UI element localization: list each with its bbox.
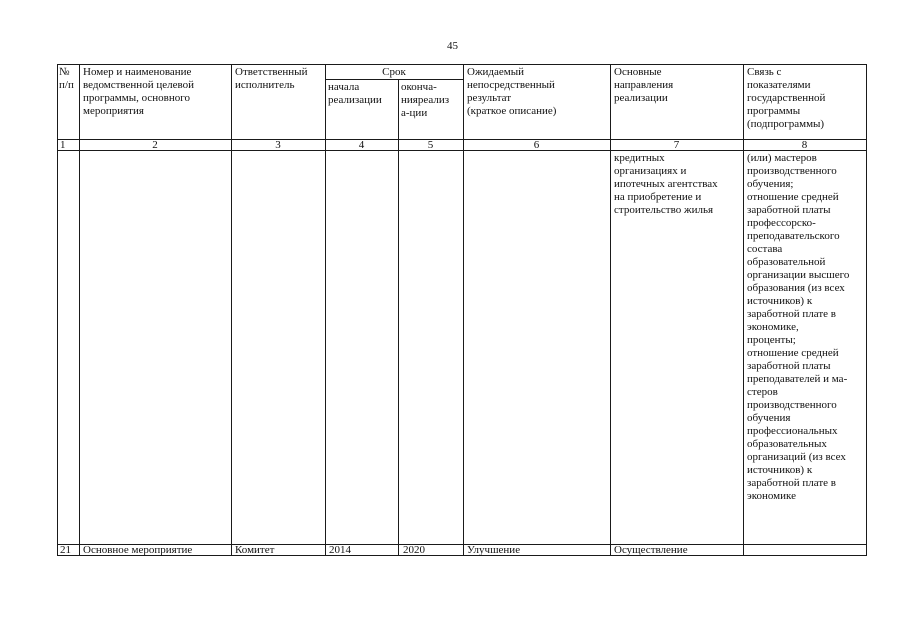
colnum-2: 2 [152, 139, 158, 151]
header-end: оконча- нияреализ а-ции [401, 81, 450, 119]
header-num: № п/п [59, 66, 74, 91]
colnum-6: 6 [533, 139, 540, 151]
rule-col-left [57, 64, 58, 556]
row21-num: 21 [60, 544, 71, 556]
rule-col-2 [231, 64, 232, 556]
row21-name: Основное мероприятие [83, 544, 193, 556]
rule-col-5 [463, 64, 464, 556]
header-srok: Срок [382, 66, 406, 78]
rule-col-1 [79, 64, 80, 556]
colnum-4: 4 [358, 139, 365, 151]
header-indicator-link: Связь с показателями государственной программы (подпрограммы) [747, 66, 826, 130]
row21-executor: Комитет [235, 544, 275, 556]
rule-col-7 [743, 64, 744, 556]
rule-col-3 [325, 64, 326, 556]
continuation-indicator-link: (или) мастеров производственного обучения; отношение средней заработной платы профессорско- преподавательского состава образовательной организации высшего образования (из всех источников) к заработной плате в экономике, проценты; отношение средней заработной платы преподавателей и ма- стеров производственного обучения профессиональных образовательных организаций (из всех источников) к заработной плате в экономике [747, 152, 850, 502]
row21-result: Улучшение [467, 544, 521, 556]
row21-direction: Осуществление [614, 544, 688, 556]
rule-col-6 [610, 64, 611, 556]
page-number: 45 [447, 40, 458, 52]
rule-col-right [866, 64, 867, 556]
header-result: Ожидаемый непосредственный результат (краткое описание) [467, 66, 557, 117]
program-table [57, 64, 867, 556]
colnum-5: 5 [427, 139, 434, 151]
continuation-directions: кредитных организациях и ипотечных агентствах на приобретение и строительство жилья [614, 152, 718, 216]
colnum-7: 7 [673, 139, 680, 151]
colnum-3: 3 [275, 139, 281, 151]
colnum-8: 8 [801, 139, 808, 151]
rule-srok [325, 79, 463, 80]
rule-top [57, 64, 867, 65]
row21-end: 2020 [403, 544, 425, 556]
header-program-name: Номер и наименование ведомственной целевой программы, основного мероприятия [83, 66, 194, 117]
header-start: начала реализации [328, 81, 382, 106]
header-executor: Ответственный исполнитель [235, 66, 308, 91]
colnum-1: 1 [60, 139, 66, 151]
row21-start: 2014 [329, 544, 351, 556]
header-directions: Основные направления реализации [614, 66, 674, 104]
